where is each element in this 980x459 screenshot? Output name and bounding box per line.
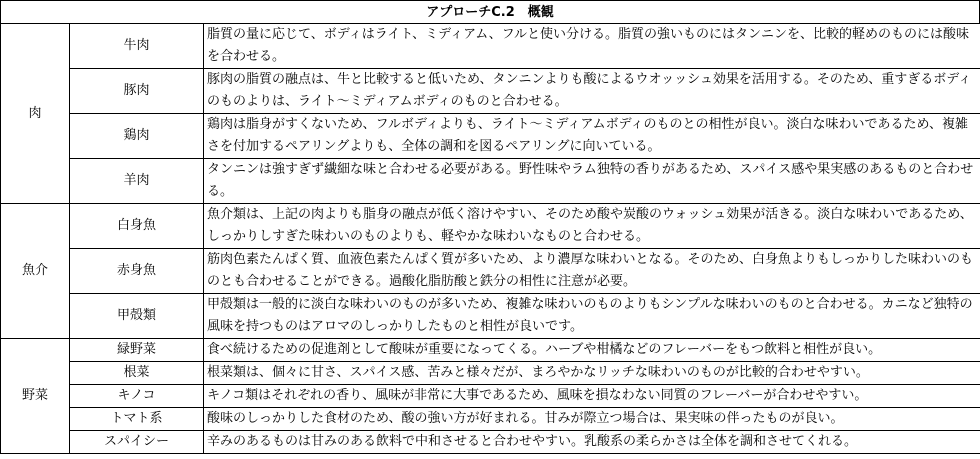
item-description: 筋肉色素たんぱく質、血液色素たんぱく質が多いため、より濃厚な味わいとなる。そのため、白身魚よりもしっかりした味わいのものとも合わせることができる。過酸化脂肪酸と鉄分の相性に注意が必要。 xyxy=(204,249,980,294)
item-name: トマト系 xyxy=(70,408,204,431)
item-description: 甲殻類は一般的に淡白な味わいのものが多いため、複雑な味わいのものよりもシンプルな味わいのものと合わせる。カニなど独特の風味を持つものはアロマのしっかりしたものと相性が良いです。 xyxy=(204,294,980,339)
item-name: スパイシー xyxy=(70,431,204,454)
category-cell: 魚介 xyxy=(1,204,70,339)
item-name: 牛肉 xyxy=(70,24,204,69)
item-description: 魚介類は、上記の肉よりも脂身の融点が低く溶けやすい、そのため酸や炭酸のウォッシュ効果が活きる。淡白な味わいであるため、しっかりしすぎた味わいのものよりも、軽やかな味わいなものと合わせる。 xyxy=(204,204,980,249)
item-description: 豚肉の脂質の融点は、牛と比較すると低いため、タンニンよりも酸によるウオッッシュ効果を活用する。そのため、重すぎるボディのものよりは、ライト～ミディアムボディのものと合わせる。 xyxy=(204,69,980,114)
table-row xyxy=(1,159,980,204)
item-name: 白身魚 xyxy=(70,204,204,249)
item-name: 甲殻類 xyxy=(70,294,204,339)
table-row xyxy=(1,204,980,249)
item-description: 脂質の量に応じて、ボディはライト、ミディアム、フルと使い分ける。脂質の強いものにはタンニンを、比較的軽めのものには酸味を合わせる。 xyxy=(204,24,980,69)
table-row xyxy=(1,69,980,114)
table-row xyxy=(1,431,980,454)
table-row xyxy=(1,339,980,362)
item-name: 鶏肉 xyxy=(70,114,204,159)
pairing-table xyxy=(0,23,980,454)
item-description: 酸味のしっかりした食材のため、酸の強い方が好まれる。甘みが際立つ場合は、果実味の伴ったものが良い。 xyxy=(204,408,980,431)
table-row xyxy=(1,249,980,294)
item-name: 豚肉 xyxy=(70,69,204,114)
page-title: アプローチC.2 概観 xyxy=(0,0,980,23)
item-name: 根菜 xyxy=(70,362,204,385)
item-description: 鶏肉は脂身がすくないため、フルボディよりも、ライト～ミディアムボディのものとの相性が良い。淡白な味わいであるため、複雑さを付加するペアリングよりも、全体の調和を図るペアリングに向いている。 xyxy=(204,114,980,159)
item-name: キノコ xyxy=(70,385,204,408)
category-cell: 肉 xyxy=(1,24,70,204)
table-row xyxy=(1,362,980,385)
table-row xyxy=(1,114,980,159)
item-description: 根菜類は、個々に甘さ、スパイス感、苦みと様々だが、まろやかなリッチな味わいのものが比較的合わせやすい。 xyxy=(204,362,980,385)
item-name: 赤身魚 xyxy=(70,249,204,294)
item-name: 羊肉 xyxy=(70,159,204,204)
item-description: キノコ類はそれぞれの香り、風味が非常に大事であるため、風味を損なわない同質のフレーバーが合わせやすい。 xyxy=(204,385,980,408)
table-row xyxy=(1,294,980,339)
table-row xyxy=(1,385,980,408)
item-description: タンニンは強すぎず繊細な味と合わせる必要がある。野性味やラム独特の香りがあるため、スパイス感や果実感のあるものと合わせる。 xyxy=(204,159,980,204)
item-description: 辛みのあるものは甘みのある飲料で中和させると合わせやすい。乳酸系の柔らかさは全体を調和させてくれる。 xyxy=(204,431,980,454)
item-name: 緑野菜 xyxy=(70,339,204,362)
category-cell: 野菜 xyxy=(1,339,70,454)
item-description: 食べ続けるための促進剤として酸味が重要になってくる。ハーブや柑橘などのフレーバーをもつ飲料と相性が良い。 xyxy=(204,339,980,362)
table-row xyxy=(1,24,980,69)
table-row xyxy=(1,408,980,431)
